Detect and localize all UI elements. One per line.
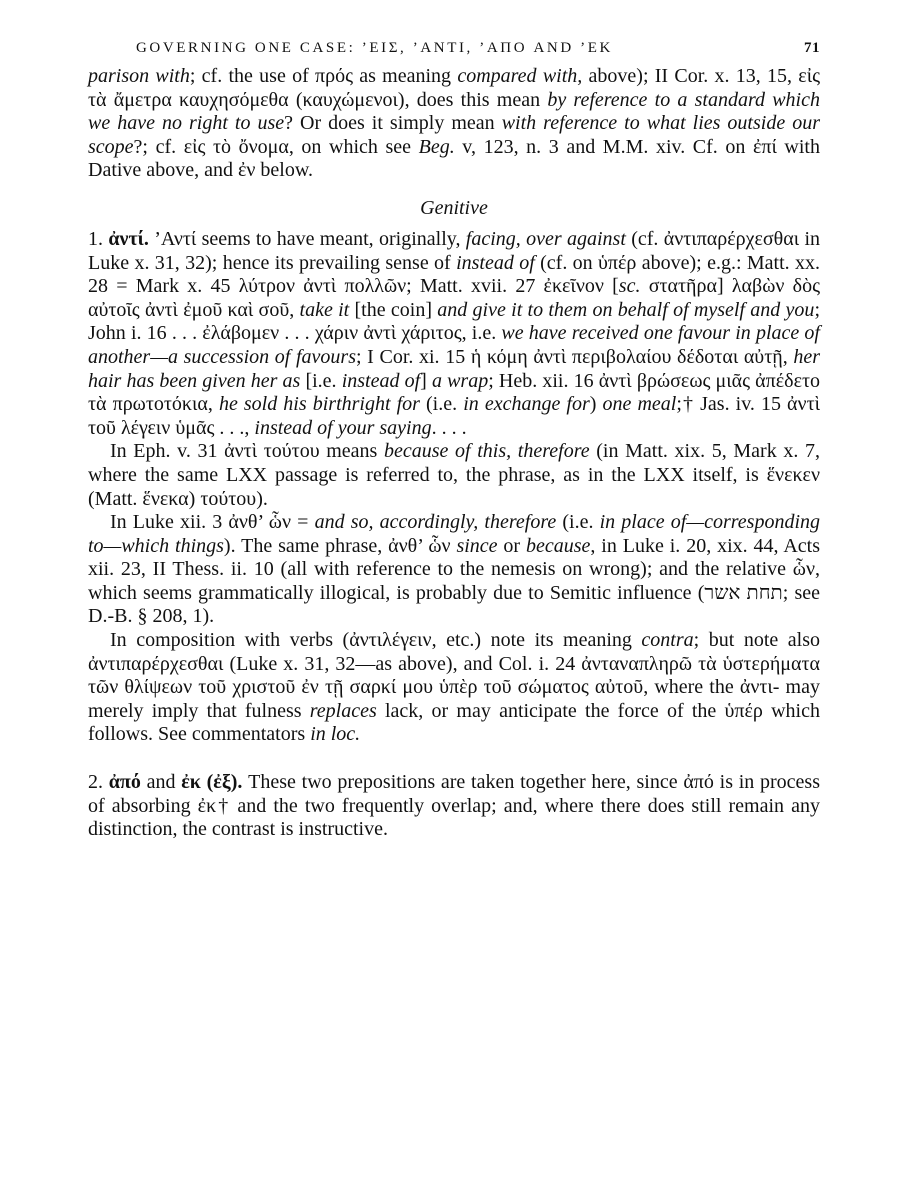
paragraph-apo-ek: 2. ἀπό and ἐκ (ἐξ). These two prepositions are taken together here, since ἀπό is in process of absorbing ἐκ† and the two frequently overlap; and, where there does still remain any distinction, the contrast is instructive. [88, 771, 820, 841]
paragraph-gap [88, 747, 820, 771]
section-heading: Genitive [420, 196, 488, 219]
running-head [136, 40, 820, 57]
paragraph-luke: In Luke xii. 3 ἀνθ’ ὧν = and so, accordingly, therefore (i.e. in place of—corresponding to—which things). The same phrase, ἀνθ’ ὧν since or because, in Luke i. 20, xix. 44, Acts xii. 23, II Thess. ii. 10 (all with reference to the nemesis on wrong); and the relative ὧν, which seems grammatically illogical, is probably due to Semitic influence (תחת אשר; see D.-B. § 208, 1). [88, 511, 820, 628]
paragraph-continuation: parison with; cf. the use of πρός as meaning compared with, above); II Cor. x. 13, 15, εἰς τὰ ἄμετρα καυχησόμεθα (καυχώμενοι), does this mean by reference to a standard which we have no right to use? Or does it simply mean with reference to what lies outside our scope?; cf. εἰς τὸ ὄνομα, on which see Beg. v, 123, n. 3 and M.M. xiv. Cf. on ἐπί with Dative above, and ἐν below. [88, 65, 821, 182]
page-number: 71 [804, 40, 820, 56]
paragraph-eph: In Eph. v. 31 ἀντὶ τούτου means because of this, therefore (in Matt. xix. 5, Mark x. 7, where the same LXX passage is referred to, the phrase, as in the LXX itself, is ἕνεκεν (Matt. ἕνεκα) τούτου). [88, 440, 820, 510]
paragraph-composition: In composition with verbs (ἀντιλέγειν, etc.) note its meaning contra; but note also ἀντιπαρέρχεσθαι (Luke x. 31, 32—as above), and Col. i. 24 ἀνταναπληρῶ τὰ ὑστερήματα τῶν θλίψεων τοῦ χριστοῦ ἐν τῇ σαρκί μου ὑπὲρ τοῦ σώματος αὐτοῦ, where the ἀντι- may merely imply that fulness replaces lack, or may anticipate the force of the ὑπέρ which follows. See commentators in loc. [88, 629, 821, 746]
running-title: GOVERNING ONE CASE: ’ΕΙΣ, ’ΑΝΤΙ, ’ΑΠΟ AND ’ΕΚ [136, 40, 613, 56]
paragraph-anti: 1. ἀντί. ’Αντί seems to have meant, originally, facing, over against (cf. ἀντιπαρέρχεσθαι in Luke x. 31, 32); hence its prevailing sense of instead of (cf. on ὑπέρ above); e.g.: Matt. xx. 28 = Mark x. 45 λύτρον ἀντὶ πολλῶν; Matt. xvii. 27 ἐκεῖνον [sc. στατῆρα] λαβὼν δὸς αὐτοῖς ἀντὶ ἐμοῦ καὶ σοῦ, take it [the coin] and give it to them on behalf of myself and you; John i. 16 . . . ἐλάβομεν . . . χάριν ἀντὶ χάριτος, i.e. we have received one favour in place of another—a succession of favours; I Cor. xi. 15 ἡ κόμη ἀντὶ περιβολαίου δέδοται αὐτῇ, her hair has been given her as [i.e. instead of] a wrap; Heb. xii. 16 ἀντὶ βρώσεως μιᾶς ἀπέδετο τὰ πρωτοτόκια, he sold his birthright for (i.e. in exchange for) one meal;† Jas. iv. 15 ἀντὶ τοῦ λέγειν ὑμᾶς . . ., instead of your saying. . . . [88, 227, 821, 439]
